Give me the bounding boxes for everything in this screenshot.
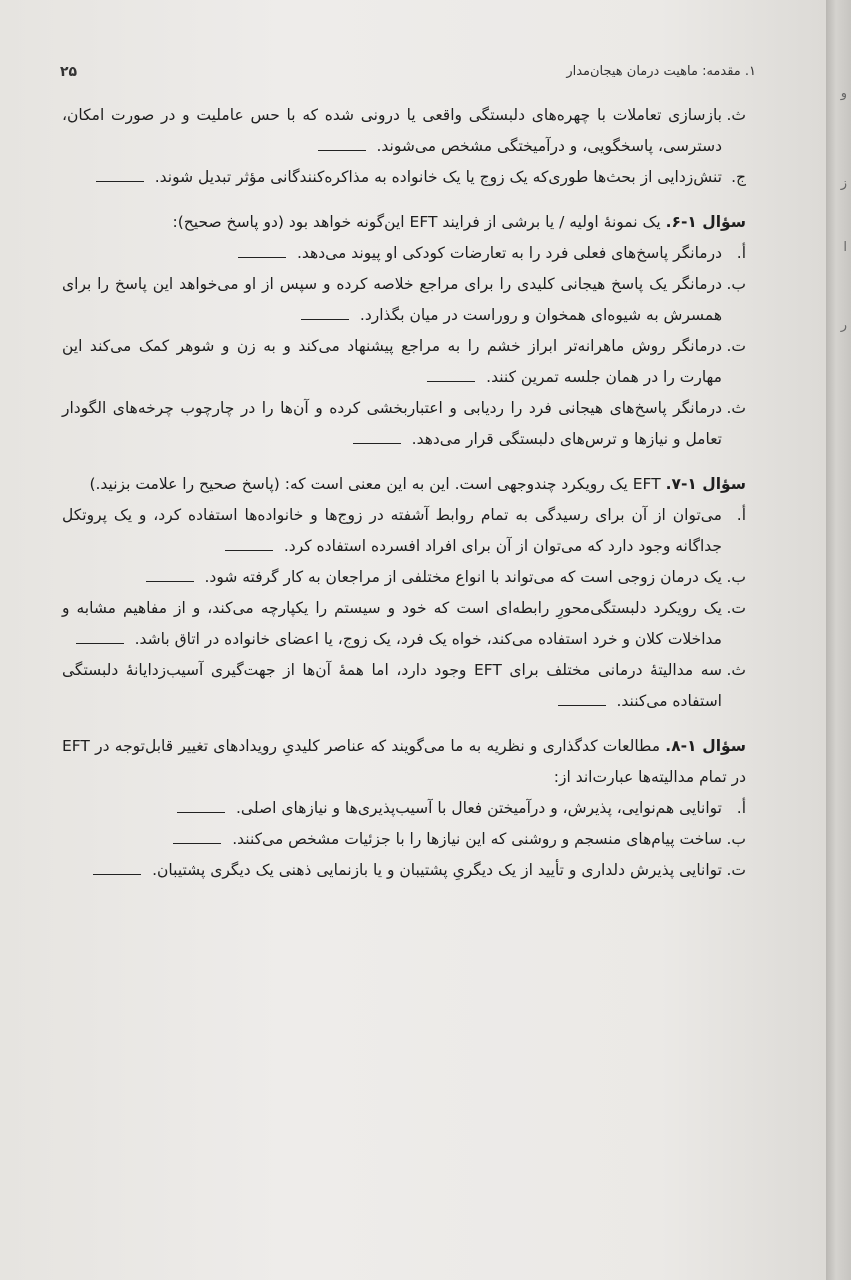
item-text: بازسازی تعاملات با چهره‌های دلبستگی واقعی یا درونی شده که با حس عاملیت و در صورت امکان، دسترسی، پاسخگویی، و درآمیختگی مشخص می‌شوند.: [62, 106, 722, 155]
item-text: تنش‌زدایی از بحث‌ها طوری‌که یک زوج یا یک خانواده به مذاکره‌کنندگانی مؤثر تبدیل شوند.: [154, 168, 722, 186]
question-heading: [62, 469, 746, 500]
question-label: سؤال ۱-۸.: [665, 737, 746, 755]
item-label: ج.: [731, 168, 746, 186]
option-item: [62, 793, 746, 824]
option-item: [62, 331, 746, 393]
answer-blank[interactable]: [301, 305, 349, 320]
answer-blank[interactable]: [225, 536, 273, 551]
margin-mark: ر: [840, 318, 847, 333]
answer-blank[interactable]: [173, 829, 221, 844]
question-heading: [62, 207, 746, 238]
option-label: أ.: [736, 799, 746, 817]
option-label: ت.: [726, 599, 746, 617]
answer-blank[interactable]: [318, 136, 366, 151]
answer-blank[interactable]: [558, 691, 606, 706]
item-label: ث.: [726, 106, 746, 124]
option-text: ساخت پیام‌های منسجم و روشنی که این نیازها را با جزئیات مشخص می‌کنند.: [232, 830, 722, 848]
option-label: أ.: [736, 506, 746, 524]
option-item: [62, 393, 746, 455]
answer-blank[interactable]: [353, 429, 401, 444]
option-text: درمانگر پاسخ‌های هیجانی فرد را ردیابی و اعتباربخشی کرده و آن‌ها را در چارچوب چرخه‌های الگودار تعامل و نیازها و ترس‌های دلبستگی قرار می‌دهد.: [62, 399, 722, 448]
option-label: ب.: [726, 275, 746, 293]
option-label: ب.: [726, 830, 746, 848]
option-text: سه مدالیتهٔ درمانی مختلف برای EFT وجود دارد، اما همهٔ آن‌ها از جهت‌گیری آسیب‌زدایانهٔ دلبستگی استفاده می‌کنند.: [62, 661, 722, 710]
answer-blank[interactable]: [146, 567, 194, 582]
option-text: درمانگر روش ماهرانه‌تر ابراز خشم را به مراجع پیشنهاد می‌کند و به زن و شوهر کمک می‌کند این مهارت را در همان جلسه تمرین کنند.: [62, 337, 722, 386]
option-label: ت.: [726, 861, 746, 879]
option-item: [62, 269, 746, 331]
question-label: سؤال ۱-۷.: [665, 475, 746, 493]
option-text: توانایی پذیرش دلداری و تأیید از یک دیگریِ پشتیبان و یا بازنمایی ذهنی یک دیگری پشتیبان.: [152, 861, 722, 879]
option-item: [62, 655, 746, 717]
answer-blank[interactable]: [93, 860, 141, 875]
option-item: [62, 824, 746, 855]
running-head: [60, 64, 756, 86]
question-text: EFT یک رویکرد چندوجهی است. این به این معنی است که: (پاسخ صحیح را علامت بزنید.): [89, 475, 661, 493]
page-number: ۲۵: [60, 64, 78, 80]
option-item: [62, 562, 746, 593]
list-item: [62, 162, 746, 193]
option-text: یک درمان زوجی است که می‌تواند با انواع مختلفی از مراجعان به کار گرفته شود.: [204, 568, 722, 586]
option-item: [62, 855, 746, 886]
question-text: یک نمونهٔ اولیه / یا برشی از فرایند EFT این‌گونه خواهد بود (دو پاسخ صحیح):: [172, 213, 661, 231]
margin-mark: و: [840, 86, 847, 101]
option-item: [62, 500, 746, 562]
margin-mark: ز: [840, 176, 847, 191]
option-item: [62, 593, 746, 655]
option-text: درمانگر پاسخ‌های فعلی فرد را به تعارضات کودکی او پیوند می‌دهد.: [296, 244, 722, 262]
option-label: ب.: [726, 568, 746, 586]
margin-mark: ا: [843, 240, 847, 255]
question-label: سؤال ۱-۶.: [665, 213, 746, 231]
next-page-edge: [826, 0, 851, 1280]
answer-blank[interactable]: [96, 167, 144, 182]
option-label: أ.: [736, 244, 746, 262]
option-text: درمانگر یک پاسخ هیجانی کلیدی را برای مراجع خلاصه کرده و سپس از او می‌خواهد این پاسخ را برای همسرش به شیوه‌ای همخوان و روراست در میان بگذارد.: [62, 275, 722, 324]
answer-blank[interactable]: [238, 243, 286, 258]
option-label: ث.: [726, 661, 746, 679]
option-text: می‌توان از آن برای رسیدگی به تمام روابط آشفته در زوج‌ها و خانواده‌ها استفاده کرد، و یک پروتکل جداگانه وجود دارد که می‌توان از آن برای افراد افسرده استفاده کرد.: [62, 506, 722, 555]
answer-blank[interactable]: [76, 629, 124, 644]
option-label: ت.: [726, 337, 746, 355]
question-heading: [62, 731, 746, 793]
answer-blank[interactable]: [177, 798, 225, 813]
option-item: [62, 238, 746, 269]
option-text: توانایی هم‌نوایی، پذیرش، و درآمیختن فعال با آسیب‌پذیری‌ها و نیازهای اصلی.: [235, 799, 722, 817]
chapter-title: ۱. مقدمه: ماهیت درمان هیجان‌مدار: [566, 64, 756, 79]
option-label: ث.: [726, 399, 746, 417]
page-body: [62, 100, 746, 886]
question-text: مطالعات کدگذاری و نظریه به ما می‌گویند که عناصر کلیدیِ رویدادهای تغییر قابل‌توجه در EFT در تمام مدالیته‌ها عبارت‌اند از:: [62, 737, 746, 786]
list-item: [62, 100, 746, 162]
answer-blank[interactable]: [427, 367, 475, 382]
option-text: یک رویکرد دلبستگی‌محورِ رابطه‌ای است که خود و سیستم را یکپارچه می‌کند، و از مفاهیم مشابه و مداخلات کلان و خرد استفاده می‌کند، خواه یک فرد، یک زوج، یا اعضای خانواده در اتاق باشد.: [62, 599, 722, 648]
